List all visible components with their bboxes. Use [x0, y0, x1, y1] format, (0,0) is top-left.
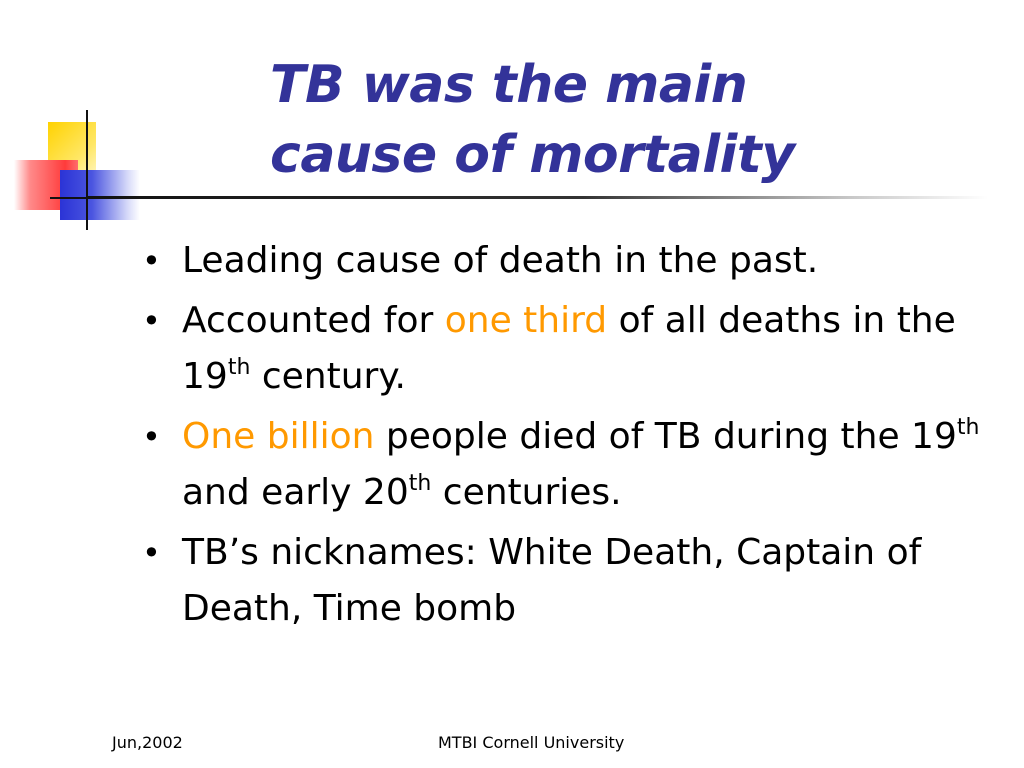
bullet-list	[140, 233, 1010, 641]
bullet-3-highlight: One billion	[182, 416, 375, 457]
bullet-3-superscript-1: th	[956, 415, 980, 440]
bullet-1-text: Leading cause of death in the past.	[182, 240, 819, 281]
bullet-dot-icon: •	[142, 302, 161, 340]
bullet-item-1	[140, 233, 1010, 289]
bullet-dot-icon: •	[142, 418, 161, 456]
bullet-2-highlight: one third	[444, 300, 608, 341]
bullet-item-2	[140, 293, 1010, 405]
footer-date: Jun,2002	[112, 733, 183, 752]
title-line-2: cause of mortality	[270, 125, 795, 185]
bullet-3-text-c: centuries.	[431, 472, 622, 513]
decorative-squares-logo	[0, 100, 150, 240]
title-underline-rule	[88, 196, 988, 199]
bullet-item-4	[140, 525, 1010, 637]
bullet-item-3	[140, 409, 1010, 521]
footer-organization: MTBI Cornell University	[438, 733, 625, 752]
title-line-1: TB was the main	[270, 55, 748, 115]
bullet-3-text-a: people died of TB during the 19	[374, 416, 957, 457]
bullet-2-text-b: of all deaths in the 19	[182, 300, 956, 397]
bullet-dot-icon: •	[142, 242, 161, 280]
bullet-3-text-b: and early 20	[182, 472, 409, 513]
bullet-2-text-a: Accounted for	[182, 300, 445, 341]
logo-blue-square	[60, 170, 140, 220]
bullet-2-text-c: century.	[250, 356, 406, 397]
bullet-dot-icon: •	[142, 534, 161, 572]
bullet-4-text: TB’s nicknames: White Death, Captain of Death, Time bomb	[182, 532, 922, 629]
bullet-3-superscript-2: th	[408, 471, 432, 496]
logo-vertical-line	[86, 110, 88, 230]
bullet-2-superscript: th	[227, 355, 251, 380]
slide-title	[270, 50, 990, 190]
